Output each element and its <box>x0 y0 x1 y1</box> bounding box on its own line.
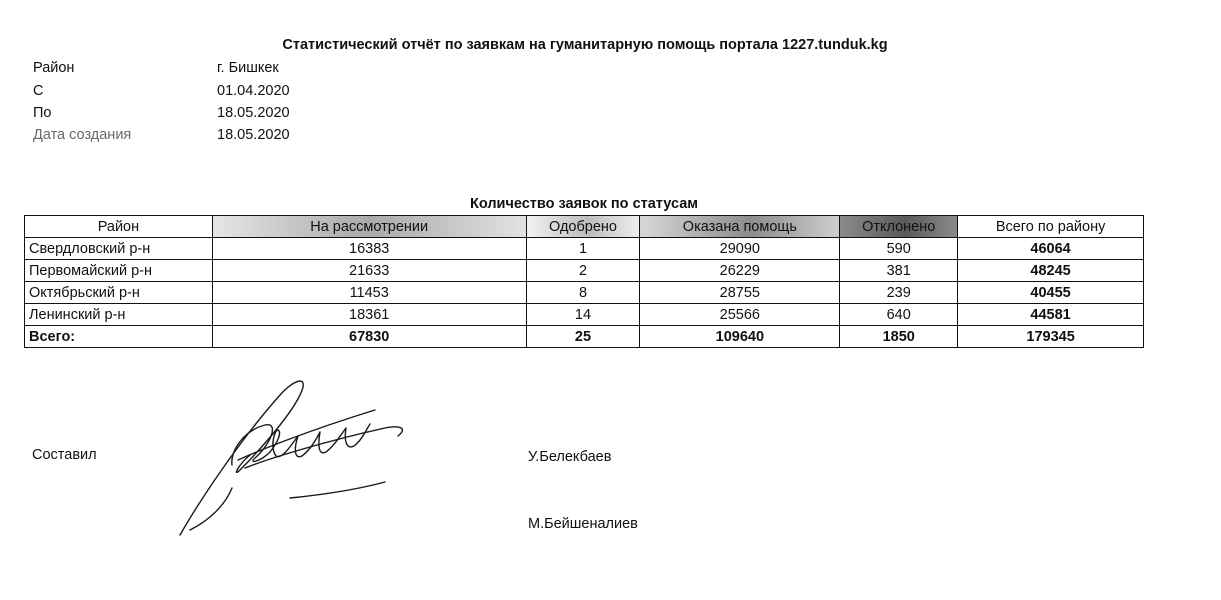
cell-district: Ленинский р-н <box>25 304 213 326</box>
total-under-review: 67830 <box>212 326 526 348</box>
cell-district: Свердловский р-н <box>25 238 213 260</box>
cell-rejected: 381 <box>840 260 958 282</box>
cell-district: Первомайский р-н <box>25 260 213 282</box>
signer-2-name: М.Бейшеналиев <box>528 516 638 532</box>
status-table <box>24 215 1144 348</box>
signer-1-name: У.Белекбаев <box>528 449 612 465</box>
total-approved: 25 <box>526 326 640 348</box>
compiled-by-label: Составил <box>32 447 97 463</box>
cell-help-provided: 25566 <box>640 304 840 326</box>
report-title: Статистический отчёт по заявкам на гуманитарную помощь портала 1227.tunduk.kg <box>282 37 888 53</box>
table-title: Количество заявок по статусам <box>469 196 698 212</box>
table-header-row <box>25 216 1144 238</box>
table-row <box>25 260 1144 282</box>
cell-approved: 1 <box>526 238 640 260</box>
meta-created-value: 18.05.2020 <box>217 127 290 143</box>
cell-district: Октябрьский р-н <box>25 282 213 304</box>
header-rejected: Отклонено <box>840 216 958 238</box>
table-total-row <box>25 326 1144 348</box>
total-help-provided: 109640 <box>640 326 840 348</box>
table-row <box>25 282 1144 304</box>
meta-from-value: 01.04.2020 <box>217 83 290 99</box>
handwritten-signature <box>170 370 420 550</box>
cell-under-review: 11453 <box>212 282 526 304</box>
cell-help-provided: 29090 <box>640 238 840 260</box>
meta-from-label: С <box>33 83 44 99</box>
cell-rejected: 239 <box>840 282 958 304</box>
header-help-provided: Оказана помощь <box>640 216 840 238</box>
total-grand: 179345 <box>958 326 1144 348</box>
cell-rejected: 590 <box>840 238 958 260</box>
table-row <box>25 304 1144 326</box>
total-rejected: 1850 <box>840 326 958 348</box>
header-district-total: Всего по району <box>958 216 1144 238</box>
cell-under-review: 16383 <box>212 238 526 260</box>
cell-district-total: 46064 <box>958 238 1144 260</box>
total-label: Всего: <box>25 326 213 348</box>
cell-under-review: 18361 <box>212 304 526 326</box>
meta-district-value: г. Бишкек <box>217 60 279 76</box>
cell-district-total: 40455 <box>958 282 1144 304</box>
table-row <box>25 238 1144 260</box>
cell-district-total: 48245 <box>958 260 1144 282</box>
cell-approved: 2 <box>526 260 640 282</box>
cell-under-review: 21633 <box>212 260 526 282</box>
cell-district-total: 44581 <box>958 304 1144 326</box>
meta-to-label: По <box>33 105 52 121</box>
header-under-review: На рассмотрении <box>212 216 526 238</box>
cell-help-provided: 26229 <box>640 260 840 282</box>
cell-help-provided: 28755 <box>640 282 840 304</box>
header-district: Район <box>25 216 213 238</box>
meta-created-label: Дата создания <box>33 127 132 143</box>
meta-to-value: 18.05.2020 <box>217 105 290 121</box>
cell-rejected: 640 <box>840 304 958 326</box>
cell-approved: 14 <box>526 304 640 326</box>
cell-approved: 8 <box>526 282 640 304</box>
meta-district-label: Район <box>33 60 75 76</box>
header-approved: Одобрено <box>526 216 640 238</box>
